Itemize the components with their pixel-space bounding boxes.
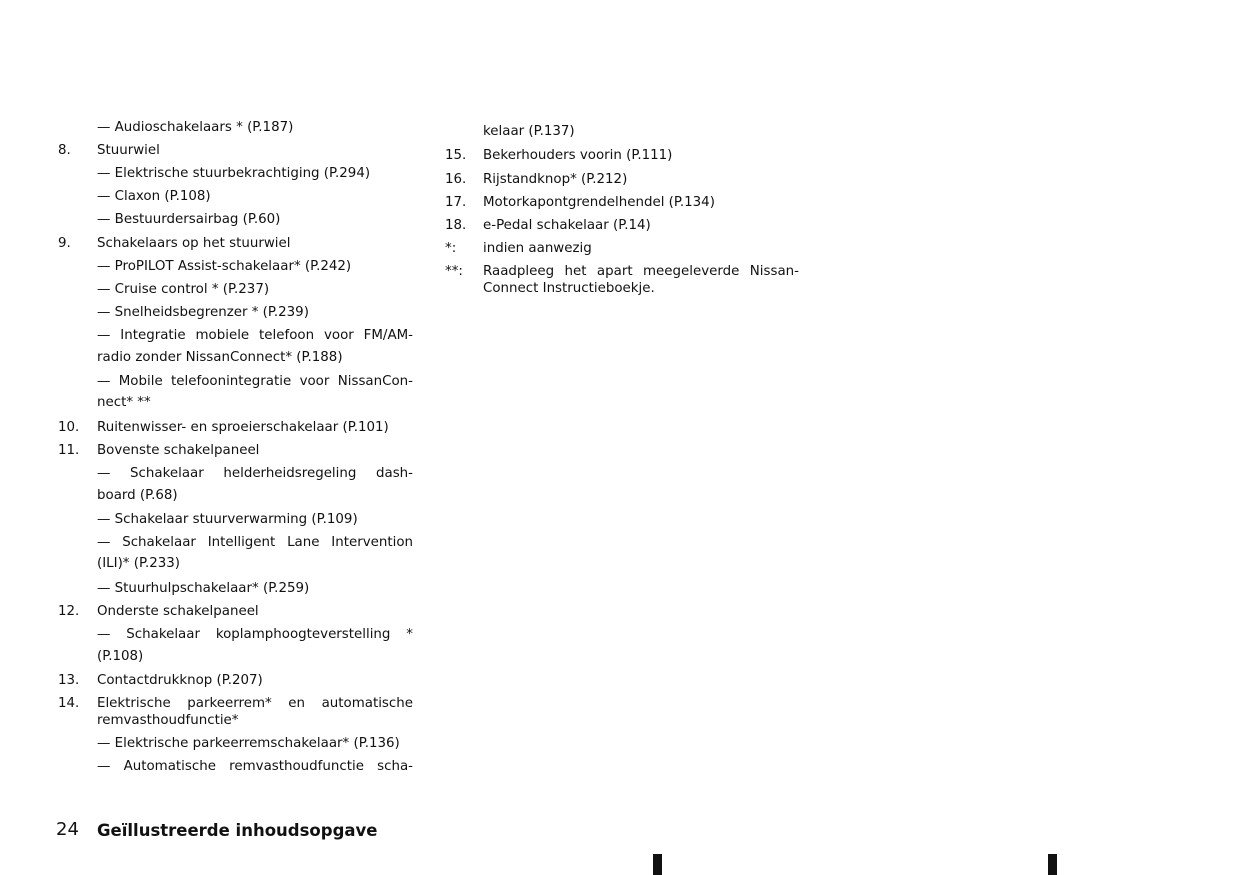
item-text: — Schakelaar stuurverwarming (P.109) — [97, 512, 358, 527]
item-text: — ProPILOT Assist-schakelaar* (P.242) — [97, 259, 352, 274]
item-text: — Cruise control * (P.237) — [97, 282, 270, 297]
item-text: indien aanwezig — [483, 241, 592, 256]
crop-mark-left — [653, 854, 662, 875]
item-text: — Schakelaar Intelligent Lane Intervention — [97, 535, 413, 550]
item-number: 8. — [58, 143, 71, 158]
item-text: (ILI)* (P.233) — [97, 556, 181, 571]
item-text: Elektrische parkeerrem* en automatische — [97, 696, 413, 711]
item-number: 14. — [58, 696, 80, 711]
item-text: — Schakelaar koplamphoogteverstelling * — [97, 627, 413, 642]
item-number: 15. — [445, 148, 467, 163]
item-text: Raadpleeg het apart meegeleverde Nissan- — [483, 264, 799, 279]
item-number: 12. — [58, 604, 80, 619]
item-text: — Automatische remvasthoudfunctie scha- — [97, 759, 413, 774]
item-number: 16. — [445, 172, 467, 187]
item-text: nect* ** — [97, 395, 151, 410]
item-text: — Stuurhulpschakelaar* (P.259) — [97, 581, 310, 596]
item-text: Rijstandknop* (P.212) — [483, 172, 628, 187]
item-text: — Integratie mobiele telefoon voor FM/AM- — [97, 328, 413, 343]
item-text: — Elektrische parkeerremschakelaar* (P.136) — [97, 736, 400, 751]
item-text: board (P.68) — [97, 488, 178, 503]
item-number: 18. — [445, 218, 467, 233]
item-text: Bovenste schakelpaneel — [97, 443, 260, 458]
item-text: (P.108) — [97, 649, 144, 664]
item-text: — Schakelaar helderheidsregeling dash- — [97, 466, 413, 481]
item-text: — Elektrische stuurbekrachtiging (P.294) — [97, 166, 371, 181]
crop-mark-right — [1048, 854, 1057, 875]
section-title: Geïllustreerde inhoudsopgave — [97, 821, 378, 840]
item-text: e-Pedal schakelaar (P.14) — [483, 218, 651, 233]
item-text: Ruitenwisser- en sproeierschakelaar (P.101) — [97, 420, 389, 435]
item-text: radio zonder NissanConnect* (P.188) — [97, 350, 343, 365]
item-text: kelaar (P.137) — [483, 124, 575, 139]
item-text: Bekerhouders voorin (P.111) — [483, 148, 673, 163]
item-text: — Claxon (P.108) — [97, 189, 211, 204]
item-text: Schakelaars op het stuurwiel — [97, 236, 291, 251]
item-number: 11. — [58, 443, 80, 458]
item-number: 17. — [445, 195, 467, 210]
item-text: Stuurwiel — [97, 143, 160, 158]
item-text: Connect Instructieboekje. — [483, 281, 655, 296]
item-number: 10. — [58, 420, 80, 435]
item-text: — Mobile telefoonintegratie voor NissanCon- — [97, 374, 413, 389]
item-number: 9. — [58, 236, 71, 251]
item-text: Contactdrukknop (P.207) — [97, 673, 263, 688]
item-text: remvasthoudfunctie* — [97, 713, 239, 728]
item-text: Motorkapontgrendelhendel (P.134) — [483, 195, 715, 210]
item-text: — Audioschakelaars * (P.187) — [97, 120, 294, 135]
item-text: Onderste schakelpaneel — [97, 604, 259, 619]
item-text: — Bestuurdersairbag (P.60) — [97, 212, 281, 227]
page-number: 24 — [56, 819, 79, 840]
item-number: *: — [445, 241, 457, 256]
item-number: 13. — [58, 673, 80, 688]
item-text: — Snelheidsbegrenzer * (P.239) — [97, 305, 309, 320]
item-number: **: — [445, 264, 463, 279]
